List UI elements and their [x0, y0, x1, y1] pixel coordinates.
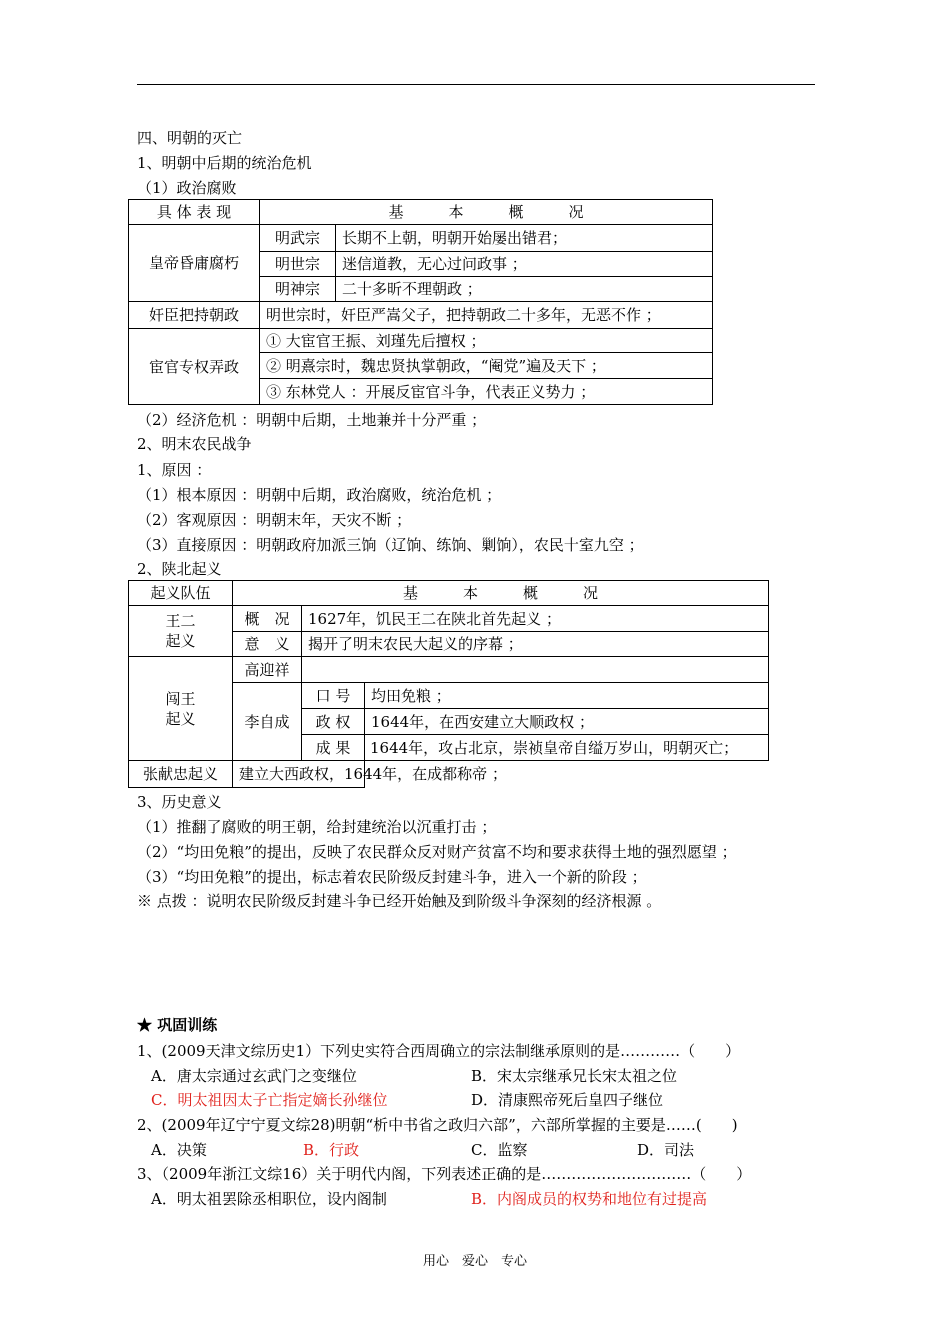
table-cell: ② 明熹宗时，魏忠贤执掌朝政，“阉党”遍及天下 ；	[260, 353, 713, 379]
table-cell: ③ 东林党人 ：开展反宦官斗争，代表正义势力 ；	[260, 379, 713, 405]
subsection-title: 2、明末农民战争	[137, 435, 252, 453]
q1-option-d: D．清康熙帝死后皇四子继位	[471, 1091, 664, 1109]
table-header: 基 本 概 况	[260, 200, 713, 225]
item-heading: 1、原因 ：	[137, 461, 212, 479]
table-cell: 成 果	[302, 735, 365, 761]
table-cell: 政 权	[302, 709, 365, 735]
political-corruption-table	[128, 199, 713, 405]
table-header: 具 体 表 现	[129, 200, 260, 225]
q2-option-a: A．决策	[151, 1141, 207, 1159]
item-text: （3）“均田免粮”的提出，标志着农民阶级反封建斗争，进入一个新的阶段 ；	[137, 868, 647, 886]
table-cell: 意 义	[233, 632, 302, 657]
table-cell: 明神宗	[260, 277, 336, 302]
question-3: 3、（2009年浙江文综16）关于明代内阁，下列表述正确的是…………………………（ ）	[137, 1165, 752, 1183]
table-cell: ① 大宦官王振、刘瑾先后擅权 ；	[260, 329, 713, 353]
q3-option-b: B．内阁成员的权势和地位有过提高	[471, 1190, 708, 1208]
item-text: （2）经济危机 ：明朝中后期，土地兼并十分严重 ；	[137, 411, 487, 429]
header-rule	[137, 84, 815, 85]
q1-option-b: B．宋太宗继承兄长宋太祖之位	[471, 1067, 678, 1085]
table-header: 基 本 概 况	[233, 581, 769, 606]
item-text: （1）根本原因 ：明朝中后期，政治腐败，统治危机 ；	[137, 486, 502, 504]
subsection-title: 1、明朝中后期的统治危机	[137, 154, 312, 172]
q2-option-c: C．监察	[471, 1141, 528, 1159]
table-cell: 王二 起义	[129, 606, 233, 657]
item-heading: 3、历史意义	[137, 793, 222, 811]
table-cell: 1644年，攻占北京，崇祯皇帝自缢万岁山，明朝灭亡；	[365, 735, 769, 761]
table-cell: 二十多昕不理朝政 ；	[336, 277, 713, 302]
table-cell: 明世宗	[260, 252, 336, 277]
item-text: （2）客观原因 ：明朝末年，天灾不断 ；	[137, 511, 412, 529]
table-cell: 1644年，在西安建立大顺政权 ；	[365, 709, 769, 735]
table-cell: 高迎祥	[233, 657, 302, 683]
table-cell: 李自成	[233, 683, 302, 761]
table-cell: 口 号	[302, 683, 365, 709]
page-footer: 用心 爱心 专心	[422, 1254, 527, 1269]
table-cell: 明武宗	[260, 225, 336, 252]
section-title: 四、明朝的灭亡	[137, 129, 243, 147]
q2-option-d: D．司法	[637, 1141, 695, 1159]
table-cell: 概 况	[233, 606, 302, 632]
northern-shaanxi-uprising-table	[128, 580, 769, 788]
question-2: 2、(2009年辽宁宁夏文综28)明朝“析中书省之政归六部”，六部所掌握的主要是……( )	[137, 1116, 738, 1134]
item-text: （3）直接原因 ：明朝政府加派三饷（辽饷、练饷、剿饷），农民十室九空 ；	[137, 536, 644, 554]
table-cell: 1627年，饥民王二在陕北首先起义 ；	[302, 606, 769, 632]
table-cell: 均田免粮 ；	[365, 683, 769, 709]
table-cell: 奸臣把持朝政	[129, 302, 260, 329]
item-text: （2）“均田免粮”的提出，反映了农民群众反对财产贫富不均和要求获得土地的强烈愿望 ；	[137, 843, 737, 861]
question-1: 1、(2009天津文综历史1）下列史实符合西周确立的宗法制继承原则的是…………（ ）	[137, 1042, 741, 1060]
tip-text: ※ 点拨 ：说明农民阶级反封建斗争已经开始触及到阶级斗争深刻的经济根源 。	[137, 892, 662, 910]
table-cell: 揭开了明末农民大起义的序幕 ；	[302, 632, 769, 657]
table-cell: 宦官专权弄政	[129, 329, 260, 405]
table-cell: 迷信道教，无心过问政事 ；	[336, 252, 713, 277]
item-heading: 2、陕北起义	[137, 560, 222, 578]
q1-option-a: A．唐太宗通过玄武门之变继位	[151, 1067, 357, 1085]
table-cell: 闯王 起义	[129, 657, 233, 761]
table-cell	[302, 657, 769, 683]
exercise-title: ★ 巩固训练	[137, 1016, 218, 1034]
table-cell: 皇帝昏庸腐朽	[129, 225, 260, 302]
q1-option-c: C．明太祖因太子亡指定嫡长孙继位	[151, 1091, 388, 1109]
table-header: 起义队伍	[129, 581, 233, 606]
table-cell: 建立大西政权，1644年，在成都称帝 ；	[233, 761, 365, 788]
table-cell: 长期不上朝，明朝开始屡出错君；	[336, 225, 713, 252]
q2-option-b: B．行政	[303, 1141, 360, 1159]
q3-option-a: A．明太祖罢除丞相职位，设内阁制	[151, 1190, 387, 1208]
item-text: （1）推翻了腐败的明王朝，给封建统治以沉重打击 ；	[137, 818, 497, 836]
item-heading: （1）政治腐败	[137, 179, 237, 197]
table-cell: 明世宗时，奸臣严嵩父子，把持朝政二十多年，无恶不作 ；	[260, 302, 713, 329]
table-cell: 张献忠起义	[129, 761, 233, 788]
